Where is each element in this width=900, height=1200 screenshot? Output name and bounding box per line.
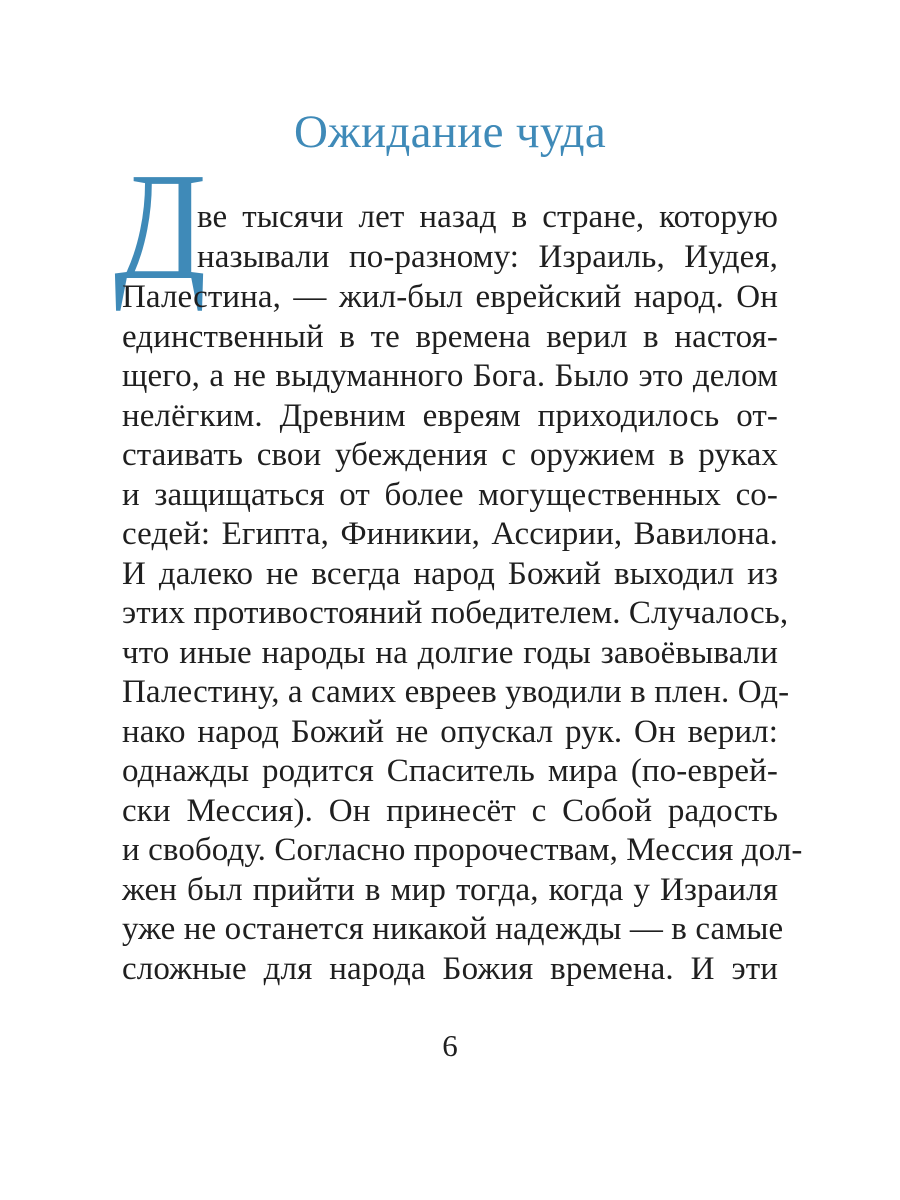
text-line: И далеко не всегда народ Божий выходил из — [122, 556, 778, 592]
text-line: ве тысячи лет назад в стране, которую — [197, 199, 778, 235]
text-line: и защищаться от более могущественных со- — [122, 477, 778, 513]
chapter-title: Ожидание чуда — [293, 106, 607, 158]
text-line: нелёгким. Древним евреям приходилось от- — [122, 398, 778, 434]
text-line: что иные народы на долгие годы завоёвывали — [122, 635, 778, 671]
text-line: уже не останется никакой надежды — в самые — [122, 911, 784, 947]
drop-cap-letter: Д — [114, 142, 207, 312]
text-line: однажды родится Спаситель мира (по-еврей- — [122, 753, 778, 789]
text-line: ски Мессия). Он принесёт с Собой радость — [122, 793, 778, 829]
text-line: стаивать свои убеждения с оружием в руках — [122, 437, 778, 473]
text-line: нако народ Божий не опускал рук. Он верил: — [122, 714, 778, 750]
page-number: 6 — [442, 1028, 458, 1063]
text-line: называли по-разному: Израиль, Иудея, — [197, 239, 778, 275]
text-line: этих противостояний победителем. Случалось, — [122, 595, 789, 631]
text-line: щего, а не выдуманного Бога. Было это делом — [122, 358, 778, 394]
text-line: Палестину, а самих евреев уводили в плен. Од- — [122, 674, 790, 710]
text-line: и свободу. Согласно пророчествам, Мессия дол- — [122, 832, 803, 868]
text-line: единственный в те времена верил в настоя- — [122, 319, 778, 355]
text-line: жен был прийти в мир тогда, когда у Израиля — [122, 872, 778, 908]
text-line: седей: Египта, Финикии, Ассирии, Вавилона. — [122, 516, 778, 552]
text-line: Палестина, — жил-был еврейский народ. Он — [122, 279, 778, 315]
text-line: сложные для народа Божия времена. И эти — [122, 951, 778, 987]
